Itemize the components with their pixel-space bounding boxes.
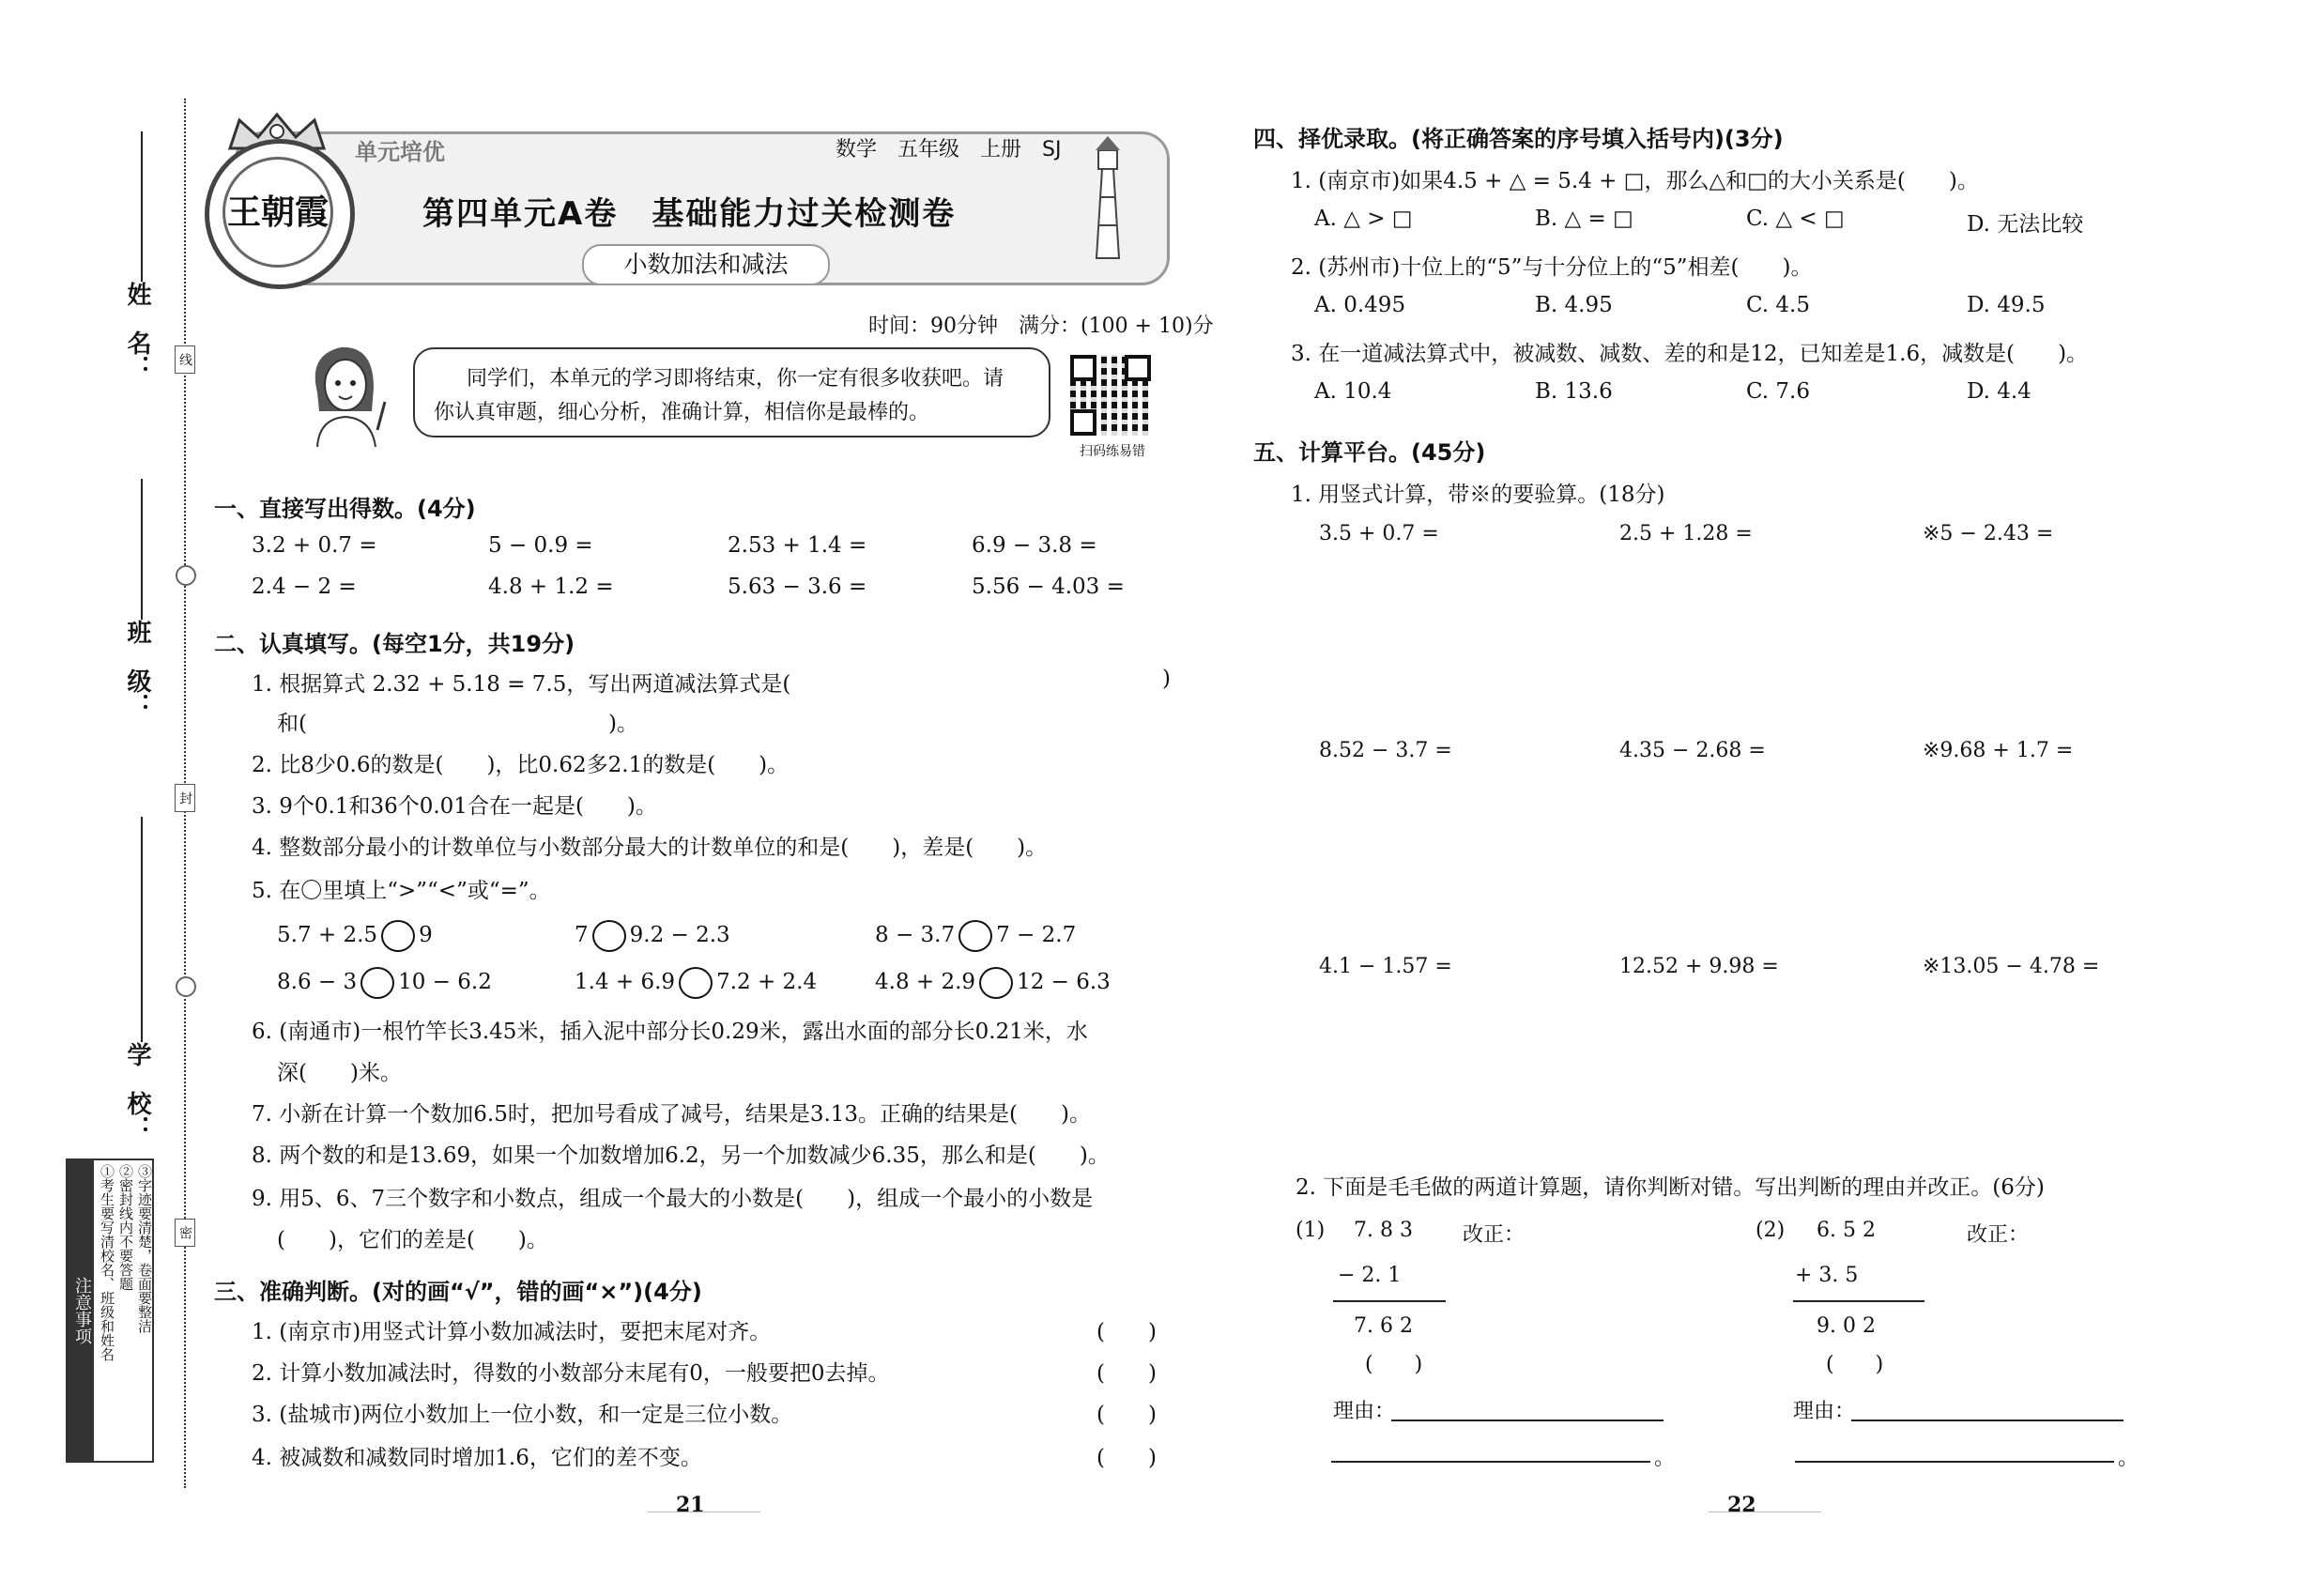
- problem-number: (2): [1756, 1219, 1786, 1242]
- judge-item: 2. 计算小数加减法时，得数的小数部分末尾有0，一般要把0去掉。: [252, 1361, 890, 1386]
- compare-item: 8.6 − 3 10 − 6.2: [277, 967, 492, 999]
- qr-code[interactable]: [1070, 355, 1151, 436]
- choice-question: 1. (南京市)如果4.5 + △ = 5.4 + □，那么△和□的大小关系是( )。: [1291, 169, 1979, 193]
- judge-blank[interactable]: ( ): [1096, 1446, 1157, 1470]
- calc-rule: [1793, 1300, 1924, 1302]
- vertical-calc-item: 8.52 − 3.7 =: [1319, 739, 1452, 762]
- reason-line[interactable]: [1795, 1461, 2114, 1463]
- notice-box: [66, 1159, 154, 1463]
- problem-result: 7. 6 2: [1354, 1314, 1413, 1338]
- choice-option[interactable]: C. 7.6: [1746, 379, 1810, 404]
- problem-top: 7. 8 3: [1354, 1219, 1413, 1242]
- choice-option[interactable]: B. 13.6: [1535, 379, 1613, 404]
- choice-option[interactable]: A. 0.495: [1314, 293, 1406, 317]
- binding-hole-icon: [176, 565, 196, 586]
- intro-line: 你认真审题，细心分析，准确计算，相信你是最棒的。: [434, 401, 930, 424]
- oral-calc-item: 3.2 + 0.7 =: [252, 533, 377, 558]
- judge-blank[interactable]: ( ): [1826, 1353, 1884, 1376]
- vertical-calc-item: 2.5 + 1.28 =: [1619, 522, 1753, 545]
- cut-mark-close: 密: [175, 1219, 195, 1247]
- judge-item: 3. (盐城市)两位小数加上一位小数，和一定是三位小数。: [252, 1403, 793, 1427]
- problem-result: 9. 0 2: [1817, 1314, 1876, 1338]
- judge-blank[interactable]: ( ): [1365, 1353, 1423, 1376]
- section-1-heading: 一、直接写出得数。(4分): [214, 496, 476, 522]
- section-5-heading: 五、计算平台。(45分): [1253, 439, 1486, 466]
- name-field[interactable]: [141, 131, 143, 282]
- choice-option[interactable]: B. △ = □: [1535, 207, 1633, 231]
- compare-circle[interactable]: [381, 920, 415, 952]
- grade-meta: 数学 五年级 上册 SJ: [836, 138, 1062, 161]
- correction-instruction: 2. 下面是毛毛做的两道计算题，请你判断对错。写出判断的理由并改正。(6分): [1296, 1175, 2045, 1200]
- section-3-heading: 三、准确判断。(对的画“√”，错的画“×”)(4分): [214, 1279, 702, 1305]
- section-4-heading: 四、择优录取。(将正确答案的序号填入括号内)(3分): [1253, 126, 1784, 152]
- problem-operand: + 3. 5: [1795, 1264, 1859, 1287]
- problem-top: 6. 5 2: [1817, 1219, 1876, 1242]
- choice-option[interactable]: C. 4.5: [1746, 293, 1810, 317]
- judge-blank[interactable]: ( ): [1096, 1403, 1157, 1427]
- calc-instruction: 1. 用竖式计算，带※的要验算。(18分): [1291, 483, 1665, 507]
- judge-item: 1. (南京市)用竖式计算小数加减法时，要把末尾对齐。: [252, 1320, 772, 1344]
- compare-item: 5.7 + 2.5 9: [277, 920, 433, 952]
- oral-calc-item: 5 − 0.9 =: [488, 533, 593, 558]
- fill-question: 2. 比8少0.6的数是( )，比0.62多2.1的数是( )。: [252, 753, 790, 777]
- compare-item: 4.8 + 2.9 12 − 6.3: [875, 967, 1111, 999]
- intro-line: 同学们，本单元的学习即将结束，你一定有很多收获吧。请: [467, 367, 1004, 391]
- vertical-calc-item: ※9.68 + 1.7 =: [1923, 739, 2074, 762]
- fill-question: 4. 整数部分最小的计数单位与小数部分最大的计数单位的和是( )，差是( )。: [252, 836, 1048, 860]
- fill-question: 9. 用5、6、7三个数字和小数点，组成一个最大的小数是( )，组成一个最小的小数是: [252, 1187, 1094, 1211]
- school-label: 学 校：: [123, 1042, 151, 1140]
- qr-caption: 扫码练易错: [1080, 444, 1145, 459]
- close-paren: ): [1162, 667, 1171, 691]
- fill-question: 7. 小新在计算一个数加6.5时，把加号看成了减号，结果是3.13。正确的结果是( )。: [252, 1102, 1091, 1127]
- brand-logo: [205, 139, 355, 289]
- fix-label: 改正：: [1463, 1223, 1526, 1247]
- reason-line[interactable]: [1851, 1420, 2124, 1421]
- choice-option[interactable]: C. △ < □: [1746, 207, 1845, 231]
- oral-calc-item: 4.8 + 1.2 =: [488, 575, 614, 599]
- binding-hole-icon: [176, 976, 196, 997]
- page-subtitle: 小数加法和减法: [582, 244, 830, 285]
- teacher-avatar-icon: [299, 336, 392, 447]
- oral-calc-item: 2.53 + 1.4 =: [728, 533, 867, 558]
- vertical-calc-item: 4.1 − 1.57 =: [1319, 955, 1452, 978]
- close-paren: )。: [608, 712, 638, 736]
- compare-item: 7 9.2 − 2.3: [575, 920, 730, 952]
- fill-question: 和(: [277, 712, 307, 736]
- notice-item: ②密封线内不要答题: [117, 1164, 134, 1291]
- notice-title: 注意事项: [68, 1160, 94, 1461]
- vertical-calc-item: 4.35 − 2.68 =: [1619, 739, 1766, 762]
- reason-line[interactable]: [1331, 1461, 1650, 1463]
- problem-number: (1): [1296, 1219, 1326, 1242]
- oral-calc-item: 6.9 − 3.8 =: [972, 533, 1097, 558]
- fill-question: 1. 根据算式 2.32 + 5.18 = 7.5，写出两道减法算式是(: [252, 672, 791, 697]
- choice-option[interactable]: D. 49.5: [1967, 293, 2046, 317]
- vertical-calc-item: ※5 − 2.43 =: [1923, 522, 2054, 545]
- compare-circle[interactable]: [679, 967, 713, 999]
- period: 。: [2118, 1447, 2139, 1470]
- class-label: 班 级：: [123, 620, 151, 717]
- compare-item: 1.4 + 6.9 7.2 + 2.4: [575, 967, 817, 999]
- choice-option[interactable]: D. 无法比较: [1967, 212, 2084, 237]
- choice-option[interactable]: B. 4.95: [1535, 293, 1613, 317]
- choice-question: 3. 在一道减法算式中，被减数、减数、差的和是12，已知差是1.6，减数是( )。: [1291, 342, 2089, 366]
- compare-circle[interactable]: [360, 967, 394, 999]
- section-2-heading: 二、认真填写。(每空1分，共19分): [214, 631, 575, 657]
- series-tag: 单元培优: [355, 139, 445, 165]
- page-number-left: 21: [676, 1493, 705, 1517]
- fill-question: 5. 在〇里填上“>”“<”或“=”。: [252, 879, 551, 903]
- name-label: 姓 名：: [123, 282, 151, 379]
- reason-label: 理由：: [1333, 1400, 1396, 1423]
- reason-label: 理由：: [1793, 1400, 1856, 1423]
- problem-operand: − 2. 1: [1338, 1264, 1402, 1287]
- compare-circle[interactable]: [592, 920, 626, 952]
- notice-item: ③字迹要清楚，卷面要整洁: [136, 1164, 153, 1333]
- fill-question: 深( )米。: [277, 1061, 402, 1085]
- notice-item: ①考生要写清校名、班级和姓名: [99, 1164, 115, 1361]
- judge-item: 4. 被减数和减数同时增加1.6，它们的差不变。: [252, 1446, 702, 1470]
- choice-option[interactable]: D. 4.4: [1967, 379, 2032, 404]
- vertical-calc-item: ※13.05 − 4.78 =: [1923, 955, 2100, 978]
- judge-blank[interactable]: ( ): [1096, 1361, 1157, 1386]
- oral-calc-item: 2.4 − 2 =: [252, 575, 357, 599]
- compare-circle[interactable]: [979, 967, 1013, 999]
- fix-label: 改正：: [1967, 1223, 2030, 1247]
- logo-text: 王朝霞: [222, 157, 333, 268]
- fill-question: 3. 9个0.1和36个0.01合在一起是( )。: [252, 794, 657, 819]
- fill-question: ( )，它们的差是( )。: [277, 1228, 548, 1252]
- reason-line[interactable]: [1391, 1420, 1664, 1421]
- school-field[interactable]: [141, 817, 143, 1042]
- oral-calc-item: 5.63 − 3.6 =: [728, 575, 867, 599]
- intro-speech-bubble: [413, 347, 1050, 437]
- time-score: 时间：90分钟 满分：(100 + 10)分: [868, 315, 1214, 338]
- calc-rule: [1333, 1300, 1446, 1302]
- period: 。: [1654, 1447, 1676, 1470]
- cut-mark-seal: 封: [175, 784, 195, 812]
- page-title: 第四单元A卷 基础能力过关检测卷: [422, 195, 957, 233]
- compare-item: 8 − 3.7 7 − 2.7: [875, 920, 1076, 952]
- choice-question: 2. (苏州市)十位上的“5”与十分位上的“5”相差( )。: [1291, 255, 1813, 280]
- class-field[interactable]: [141, 479, 143, 620]
- fill-question: 6. (南通市)一根竹竿长3.45米，插入泥中部分长0.29米，露出水面的部分长0.21米，水: [252, 1020, 1088, 1044]
- page-number-right: 22: [1727, 1493, 1756, 1517]
- vertical-calc-item: 12.52 + 9.98 =: [1619, 955, 1779, 978]
- oral-calc-item: 5.56 − 4.03 =: [972, 575, 1125, 599]
- lighthouse-icon: [1080, 131, 1136, 263]
- cut-mark-line: 线: [175, 345, 195, 374]
- vertical-calc-item: 3.5 + 0.7 =: [1319, 522, 1439, 545]
- fill-question: 8. 两个数的和是13.69，如果一个加数增加6.2，另一个加数减少6.35，那么和是( )。: [252, 1143, 1110, 1168]
- choice-option[interactable]: A. 10.4: [1314, 379, 1392, 404]
- compare-circle[interactable]: [958, 920, 992, 952]
- choice-option[interactable]: A. △ > □: [1314, 207, 1413, 231]
- judge-blank[interactable]: ( ): [1096, 1320, 1157, 1344]
